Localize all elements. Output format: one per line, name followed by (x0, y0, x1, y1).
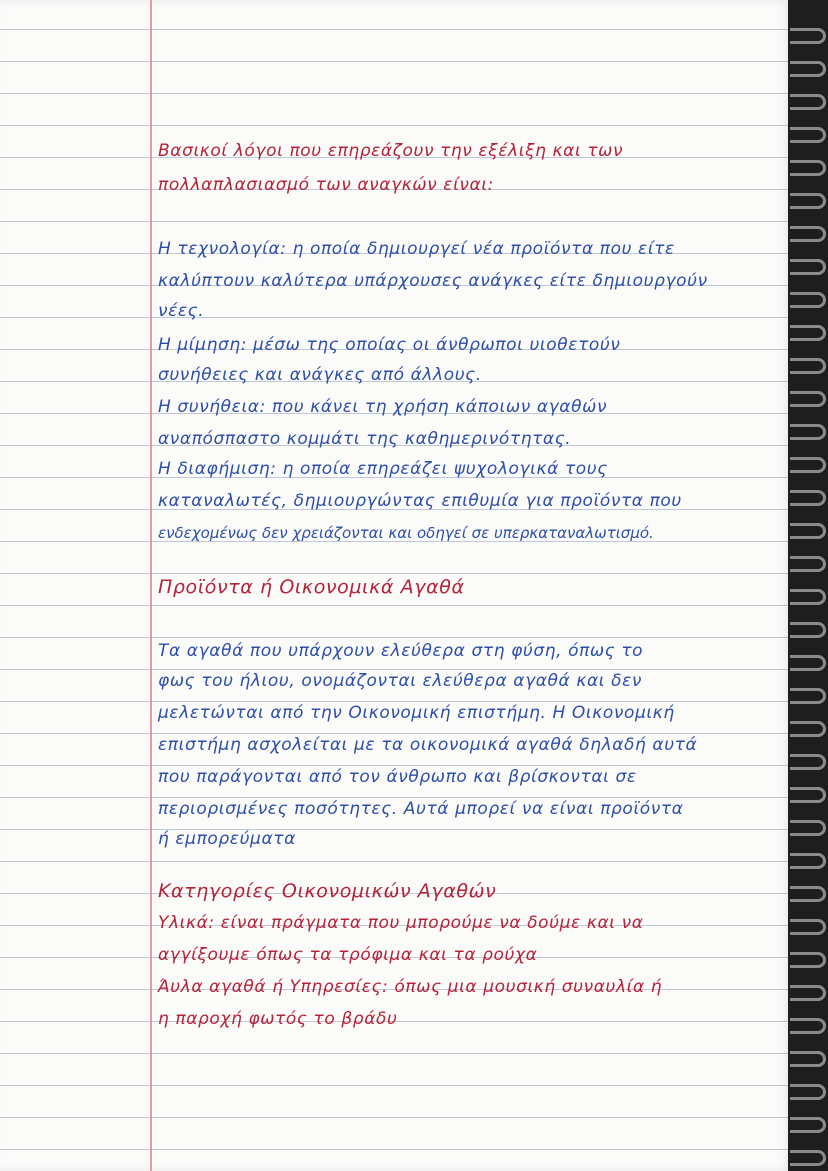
spiral-coil (790, 391, 826, 407)
note-line: φως του ήλιου, ονομάζονται ελεύθερα αγαθά και δεν (158, 671, 643, 691)
spiral-coil (790, 61, 826, 77)
note-line: που παράγονται από τον άνθρωπο και βρίσκονται σε (158, 767, 637, 787)
margin-line (150, 0, 152, 1171)
note-line: πολλαπλασιασμό των αναγκών είναι: (158, 175, 495, 195)
spiral-coil (790, 1117, 826, 1133)
spiral-coil (790, 721, 826, 737)
spiral-coil (790, 787, 826, 803)
note-line: Η διαφήμιση: η οποία επηρεάζει ψυχολογικά τους (158, 459, 608, 479)
spiral-coil (790, 919, 826, 935)
note-line: ή εμπορεύματα (158, 829, 296, 849)
note-line: Η συνήθεια: που κάνει τη χρήση κάποιων αγαθών (158, 397, 608, 417)
note-line: μελετώνται από την Οικονομική επιστήμη. Η Οικονομική (158, 703, 675, 723)
note-line: αναπόσπαστο κομμάτι της καθημερινότητας. (158, 429, 572, 449)
spiral-coil (790, 688, 826, 704)
spiral-coil (790, 325, 826, 341)
spiral-coil (790, 589, 826, 605)
note-line: Τα αγαθά που υπάρχουν ελεύθερα στη φύση, όπως το (158, 641, 644, 661)
spiral-coil (790, 754, 826, 770)
note-line: η παροχή φωτός το βράδυ (158, 1009, 398, 1029)
section-heading: Προϊόντα ή Οικονομικά Αγαθά (158, 576, 465, 598)
spiral-coil (790, 457, 826, 473)
note-line: Η τεχνολογία: η οποία δημιουργεί νέα προϊόντα που είτε (158, 239, 675, 259)
spiral-coil (790, 226, 826, 242)
note-line: περιορισμένες ποσότητες. Αυτά μπορεί να είναι προϊόντα (158, 799, 684, 819)
spiral-coil (790, 1084, 826, 1100)
spiral-coil (790, 127, 826, 143)
note-line: Βασικοί λόγοι που επηρεάζουν την εξέλιξη και των (158, 141, 624, 161)
note-line: Η μίμηση: μέσω της οποίας οι άνθρωποι υιοθετούν (158, 335, 621, 355)
note-line: καταναλωτές, δημιουργώντας επιθυμία για προϊόντα που (158, 491, 682, 511)
spiral-coil (790, 28, 826, 44)
note-line: αγγίξουμε όπως τα τρόφιμα και τα ρούχα (158, 945, 538, 965)
note-line: ενδεχομένως δεν χρειάζονται και οδηγεί σε υπερκαταναλωτισμό. (158, 524, 654, 542)
spiral-coil (790, 1051, 826, 1067)
note-line: επιστήμη ασχολείται με τα οικονομικά αγαθά δηλαδή αυτά (158, 735, 698, 755)
spiral-coil (790, 1018, 826, 1034)
spiral-coil (790, 985, 826, 1001)
spiral-coil (790, 952, 826, 968)
spiral-coil (790, 193, 826, 209)
spiral-coil (790, 160, 826, 176)
spiral-coil (790, 655, 826, 671)
spiral-binding (788, 0, 828, 1171)
spiral-coil (790, 292, 826, 308)
spiral-coil (790, 886, 826, 902)
note-line: συνήθειες και ανάγκες από άλλους. (158, 365, 482, 385)
spiral-coil (790, 820, 826, 836)
spiral-coil (790, 490, 826, 506)
note-line: νέες. (158, 301, 205, 321)
spiral-coil (790, 358, 826, 374)
note-line: Υλικά: είναι πράγματα που μπορούμε να δούμε και να (158, 913, 644, 933)
note-line: καλύπτουν καλύτερα υπάρχουσες ανάγκες είτε δημιουργούν (158, 271, 708, 291)
spiral-coil (790, 853, 826, 869)
spiral-coil (790, 424, 826, 440)
spiral-coil (790, 622, 826, 638)
spiral-coil (790, 259, 826, 275)
spiral-coil (790, 94, 826, 110)
spiral-coil (790, 1150, 826, 1166)
spiral-coil (790, 556, 826, 572)
section-heading: Κατηγορίες Οικονομικών Αγαθών (158, 880, 497, 902)
spiral-coil (790, 523, 826, 539)
note-line: Άυλα αγαθά ή Υπηρεσίες: όπως μια μουσική συναυλία ή (158, 977, 663, 997)
